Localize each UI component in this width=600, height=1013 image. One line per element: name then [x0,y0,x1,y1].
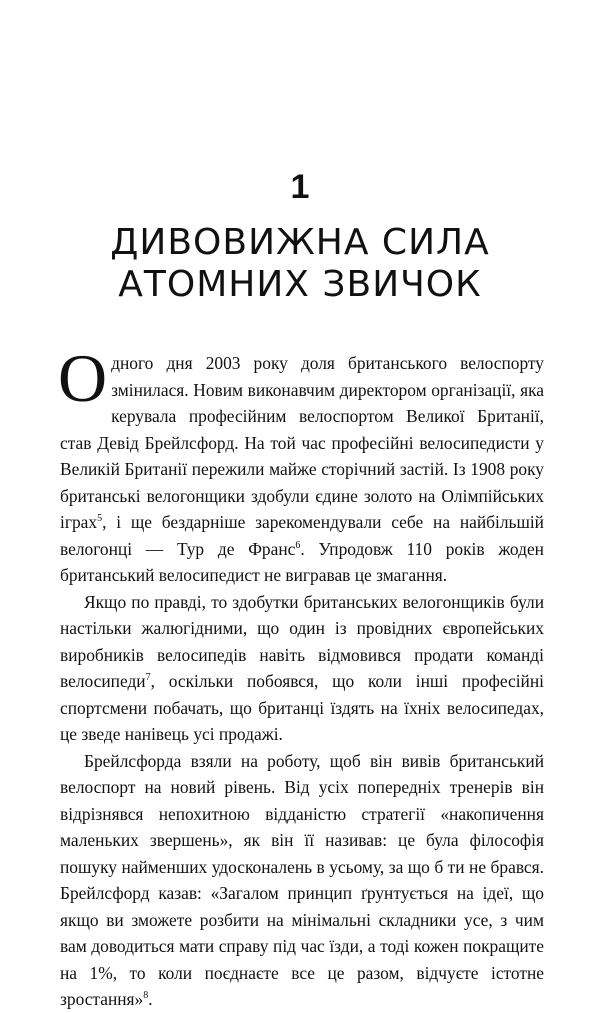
chapter-body [58,340,544,1013]
paragraph-2 [60,589,544,748]
chapter-number: 1 [290,168,310,206]
footnote-ref-7: 7 [145,672,151,684]
paragraph-1-text-c: . Упродовж 110 років жоден британський велосипедист не вигравав це змагання. [60,538,544,585]
paragraph-3-text-b: . [148,989,153,1009]
paragraph-1-text-a: дного дня 2003 року доля британського велоспорту змінилася. Новим виконавчим директором організації, яка керувала професійним велоспортом Великої Британії, став Девід Брейлсфорд. На той час професійні велосипедисти у Великій Британії пережили майже сторічний застій. Із 1908 року британські велогонщики здобули єдине золото на Олімпійських іграх [60,353,544,532]
chapter-title-line-2: АТОМНИХ ЗВИЧОК [118,264,482,305]
footnote-ref-8: 8 [143,990,149,1002]
footnote-ref-6: 6 [295,539,301,551]
paragraph-3 [60,748,544,1013]
paragraph-3-text-a: Брейлсфорда взяли на роботу, щоб він вивів британський велоспорт на новий рівень. Від усіх попередніх тренерів він відрізнявся непохитною відданістю стратегії «накопичення маленьких звершень», як він її називав: це була філософія пошуку найменших удосконалень в усьому, за що б ти не брався. Брейлсфорд казав: «Загалом принцип ґрунтується на ідеї, що якщо ви зможете розбити на мінімальні складники усе, з чим вам доводиться мати справу під час їзди, а тоді кожен покращите на 1%, то коли поєднаєте все це разом, відчуєте істотне зростання» [60,750,544,1009]
footnote-ref-5: 5 [97,513,103,525]
paragraph-1 [58,340,544,589]
paragraph-2-text-b: , оскільки побоявся, що коли інші професійні спортсмени побачать, що британці їздять на їхніх велосипедах, це зведе нанівець усі продажі. [60,671,544,744]
paragraph-2-text-a: Якщо по правді, то здобутки британських велогонщиків були настільки жалюгідними, що один із провідних європейських виробників велосипедів навіть відмовився продати команді велосипеди [60,591,544,691]
drop-cap: О [58,340,108,416]
chapter-title-line-1: ДИВОВИЖНА СИЛА [110,222,490,263]
paragraph-1-text-b: , і ще бездарніше зарекомендували себе на найбільшій велогонці — Тур де Франс [60,512,544,559]
chapter-title [0,222,600,306]
